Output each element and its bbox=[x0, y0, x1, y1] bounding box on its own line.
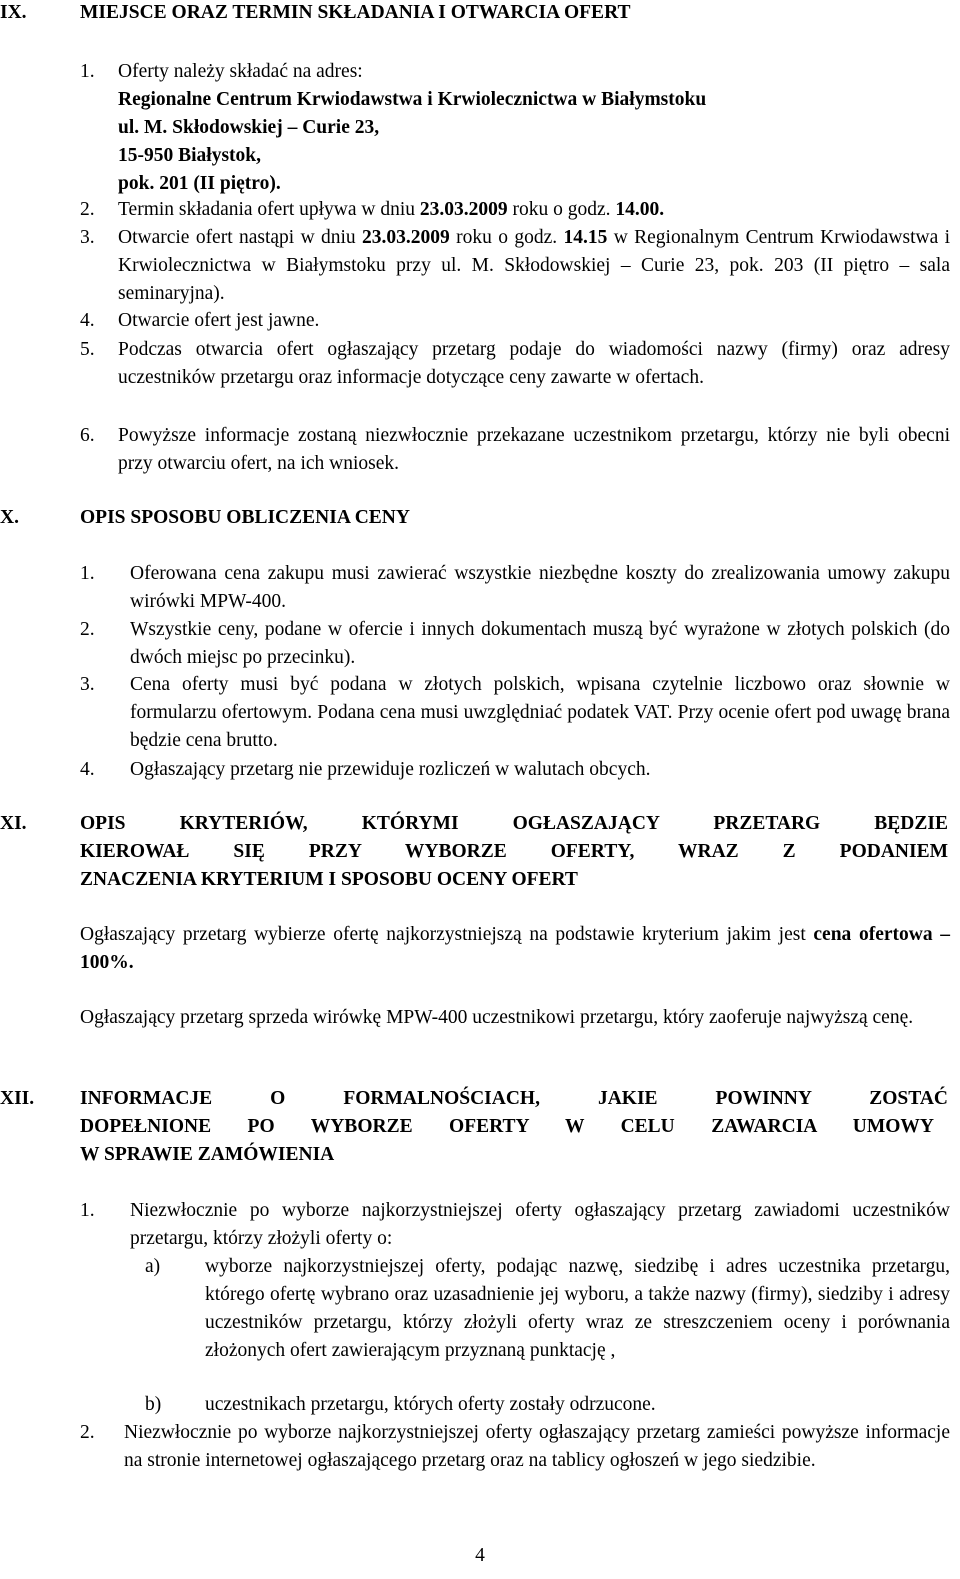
item-text: Oferowana cena zakupu musi zawierać wszystkie niezbędne koszty do zrealizowania umowy zakupu wirówki MPW-400. bbox=[130, 563, 950, 612]
item-text: Otwarcie ofert nastąpi w dniu 23.03.2009 roku o godz. 14.15 w Regionalnym Centrum Krwiodawstwa i Krwiolecznictwa w Białymstoku przy ul. M. Skłodowskiej – Curie 23, pok. 203 (II piętro – sala seminaryjna). bbox=[118, 227, 950, 304]
item-text: Podczas otwarcia ofert ogłaszający przetarg podaje do wiadomości nazwy (firmy) oraz adresy uczestników przetargu oraz informacje dotyczące ceny zawarte w ofertach. bbox=[118, 339, 950, 388]
item-number: 2. bbox=[80, 1422, 95, 1443]
item-text: Wszystkie ceny, podane w ofercie i innych dokumentach muszą być wyrażone w złotych polskich (do dwóch miejsc po przecinku). bbox=[130, 619, 950, 668]
item-text: Oferty należy składać na adres: bbox=[118, 61, 363, 82]
address-line: 15-950 Białystok, bbox=[118, 145, 262, 166]
paragraph: Ogłaszający przetarg wybierze ofertę najkorzystniejszą na podstawie kryterium jakim jest cena ofertowa – 100%. bbox=[80, 924, 950, 973]
item-number: 1. bbox=[80, 61, 95, 82]
section-number: XI. bbox=[0, 813, 27, 834]
section-title-line: INFORMACJE O FORMALNOŚCIACH, JAKIE POWINNY ZOSTAĆ bbox=[80, 1088, 948, 1109]
section-xi-heading bbox=[0, 810, 952, 894]
sub-item-text: uczestnikach przetargu, których oferty zostały odrzucone. bbox=[205, 1394, 656, 1415]
section-title: OPIS SPOSOBU OBLICZENIA CENY bbox=[80, 507, 410, 528]
item-number: 1. bbox=[80, 563, 95, 584]
section-xii-heading bbox=[0, 1085, 952, 1169]
item-number: 2. bbox=[80, 199, 95, 220]
item-number: 6. bbox=[80, 425, 95, 446]
section-title: MIEJSCE ORAZ TERMIN SKŁADANIA I OTWARCIA OFERT bbox=[80, 2, 631, 23]
section-title-line: ZNACZENIA KRYTERIUM I SPOSOBU OCENY OFERT bbox=[80, 869, 578, 890]
item-number: 3. bbox=[80, 674, 95, 695]
item-text: Otwarcie ofert jest jawne. bbox=[118, 310, 320, 331]
item-text: Powyższe informacje zostaną niezwłocznie przekazane uczestnikom przetargu, którzy nie byli obecni przy otwarciu ofert, na ich wniosek. bbox=[118, 425, 950, 474]
section-title-line: OPIS KRYTERIÓW, KTÓRYMI OGŁASZAJĄCY PRZETARG BĘDZIE bbox=[80, 813, 948, 834]
section-number: IX. bbox=[0, 2, 27, 23]
section-title-line: KIEROWAŁ SIĘ PRZY WYBORZE OFERTY, WRAZ Z PODANIEM bbox=[80, 841, 948, 862]
item-text: Niezwłocznie po wyborze najkorzystniejszej oferty ogłaszający przetarg zamieści powyższe informacje na stronie internetowej ogłaszającego przetarg oraz na tablicy ogłoszeń w jego siedzibie. bbox=[124, 1422, 950, 1471]
section-number: X. bbox=[0, 507, 19, 528]
address-line: ul. M. Skłodowskiej – Curie 23, bbox=[118, 117, 380, 138]
item-text: Cena oferty musi być podana w złotych polskich, wpisana czytelnie liczbowo oraz słownie w formularzu ofertowym. Podana cena musi uwzględniać podatek VAT. Przy ocenie ofert pod uwagę brana będzie cena brutto. bbox=[130, 674, 950, 751]
item-number: 2. bbox=[80, 619, 95, 640]
item-text: Termin składania ofert upływa w dniu 23.03.2009 roku o godz. 14.00. bbox=[118, 199, 665, 220]
section-ix-heading bbox=[0, 0, 952, 27]
sub-item-text: wyborze najkorzystniejszej oferty, podając nazwę, siedzibę i adres uczestnika przetargu, którego ofertę wybrano oraz uzasadnienie jej wyboru, a także nazwy (firmy), siedziby i adresy uczestników przetargu, którzy złożyli oferty wraz ze streszczeniem oceny i porównania złożonych ofert zawierającym przyznaną punktację , bbox=[205, 1256, 950, 1361]
item-number: 3. bbox=[80, 227, 95, 248]
paragraph: Ogłaszający przetarg sprzeda wirówkę MPW-400 uczestnikowi przetargu, który zaoferuje najwyższą cenę. bbox=[80, 1007, 914, 1028]
section-title-line: DOPEŁNIONE PO WYBORZE OFERTY W CELU ZAWARCIA UMOWY bbox=[80, 1116, 934, 1137]
section-x-heading bbox=[0, 504, 952, 532]
page-number: 4 bbox=[475, 1545, 485, 1566]
address-line: pok. 201 (II piętro). bbox=[118, 173, 281, 194]
address-line: Regionalne Centrum Krwiodawstwa i Krwiolecznictwa w Białymstoku bbox=[118, 89, 707, 110]
section-number: XII. bbox=[0, 1088, 35, 1109]
item-number: 4. bbox=[80, 310, 95, 331]
section-title-line: W SPRAWIE ZAMÓWIENIA bbox=[80, 1144, 335, 1165]
sub-item-letter: a) bbox=[145, 1256, 161, 1277]
item-text: Ogłaszający przetarg nie przewiduje rozliczeń w walutach obcych. bbox=[130, 759, 651, 780]
sub-item-letter: b) bbox=[145, 1394, 162, 1415]
item-text: Niezwłocznie po wyborze najkorzystniejszej oferty ogłaszający przetarg zawiadomi uczestników przetargu, którzy złożyli oferty o: bbox=[130, 1200, 950, 1249]
item-number: 5. bbox=[80, 339, 95, 360]
item-number: 1. bbox=[80, 1200, 95, 1221]
item-number: 4. bbox=[80, 759, 95, 780]
